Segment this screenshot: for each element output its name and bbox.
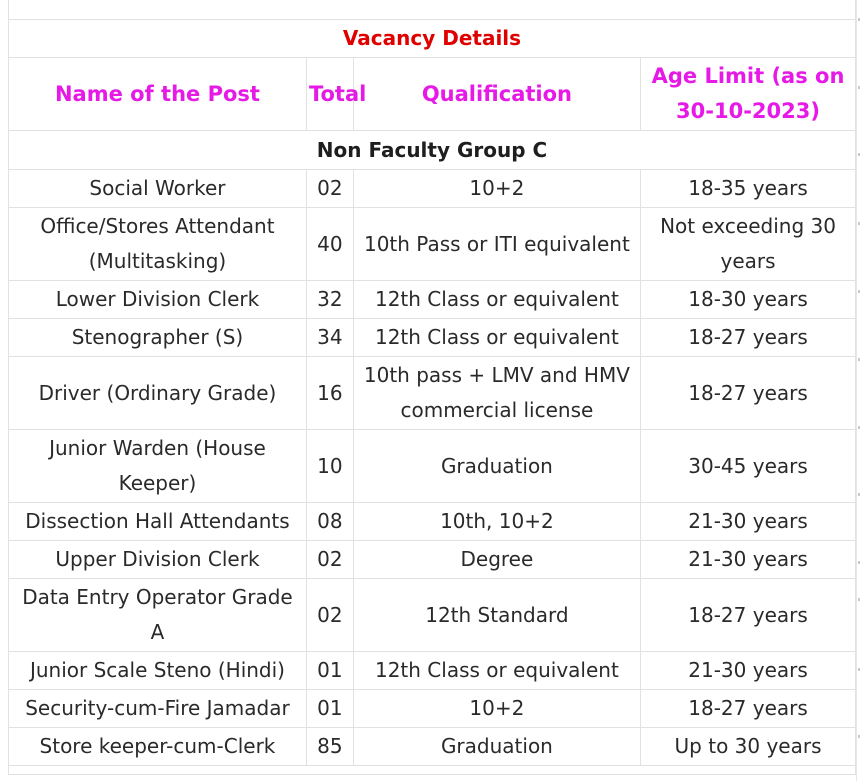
post-qualification: 10+2 [353,170,640,208]
post-age-limit: 18-30 years [641,281,856,319]
post-total: 16 [306,357,353,430]
table-row [9,541,856,579]
table-row [9,503,856,541]
post-age-limit: 21-30 years [641,541,856,579]
post-name: Office/Stores Attendant (Multitasking) [9,208,307,281]
header-qualification: Qualification [353,58,640,131]
post-name: Driver (Ordinary Grade) [9,357,307,430]
post-age-limit: 21-30 years [641,503,856,541]
table-row [9,319,856,357]
post-qualification: 10th, 10+2 [353,503,640,541]
post-name: Security-cum-Fire Jamadar [9,690,307,728]
post-total: 34 [306,319,353,357]
post-qualification: 12th Class or equivalent [353,281,640,319]
post-qualification: 10+2 [353,690,640,728]
post-age-limit: 21-30 years [641,652,856,690]
post-age-limit: 18-27 years [641,319,856,357]
post-total: 02 [306,541,353,579]
group-heading-row [9,131,856,170]
table-bottom-spacer-row [9,766,856,775]
post-age-limit: 18-35 years [641,170,856,208]
post-total: 40 [306,208,353,281]
post-name: Junior Warden (House Keeper) [9,430,307,503]
table-row [9,281,856,319]
post-name: Stenographer (S) [9,319,307,357]
post-total: 08 [306,503,353,541]
header-name-of-post: Name of the Post [9,58,307,131]
table-row [9,170,856,208]
table-row [9,357,856,430]
post-qualification: 10th Pass or ITI equivalent [353,208,640,281]
table-row [9,728,856,766]
post-total: 10 [306,430,353,503]
post-age-limit: Up to 30 years [641,728,856,766]
post-qualification: 12th Class or equivalent [353,652,640,690]
post-qualification: Graduation [353,728,640,766]
header-total: Total [306,58,353,131]
post-age-limit: 18-27 years [641,690,856,728]
post-age-limit: 18-27 years [641,357,856,430]
post-name: Store keeper-cum-Clerk [9,728,307,766]
spacer-cell [9,0,856,20]
post-total: 02 [306,579,353,652]
post-age-limit: Not exceeding 30 years [641,208,856,281]
post-total: 85 [306,728,353,766]
page-right-border [856,0,860,781]
table-row [9,579,856,652]
post-name: Upper Division Clerk [9,541,307,579]
post-qualification: 12th Standard [353,579,640,652]
post-name: Social Worker [9,170,307,208]
post-qualification: Degree [353,541,640,579]
table-row [9,430,856,503]
table-title: Vacancy Details [9,20,856,58]
post-total: 01 [306,690,353,728]
post-name: Lower Division Clerk [9,281,307,319]
post-total: 02 [306,170,353,208]
post-name: Dissection Hall Attendants [9,503,307,541]
table-row [9,208,856,281]
post-qualification: Graduation [353,430,640,503]
table-row [9,690,856,728]
post-age-limit: 30-45 years [641,430,856,503]
post-qualification: 10th pass + LMV and HMV commercial license [353,357,640,430]
spacer-cell [9,766,856,775]
table-header-row [9,58,856,131]
post-name: Junior Scale Steno (Hindi) [9,652,307,690]
table-top-spacer-row [9,0,856,20]
post-total: 32 [306,281,353,319]
group-label: Non Faculty Group C [9,131,856,170]
post-age-limit: 18-27 years [641,579,856,652]
post-total: 01 [306,652,353,690]
table-title-row [9,20,856,58]
header-age-limit: Age Limit (as on 30-10-2023) [641,58,856,131]
vacancy-details-table [8,0,856,775]
post-qualification: 12th Class or equivalent [353,319,640,357]
post-name: Data Entry Operator Grade A [9,579,307,652]
table-row [9,652,856,690]
